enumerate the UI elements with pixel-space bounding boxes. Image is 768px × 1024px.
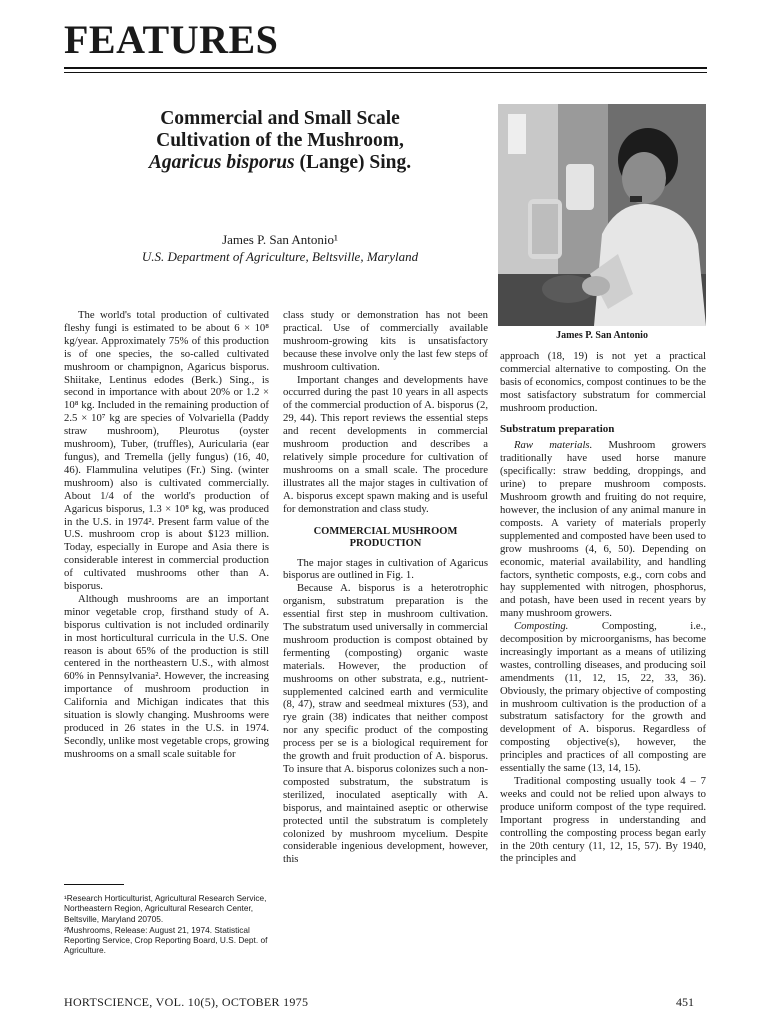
article-title	[100, 108, 460, 174]
journal-citation: HORTSCIENCE, VOL. 10(5), OCTOBER 1975	[64, 995, 309, 1009]
column-3	[500, 350, 706, 865]
footnote-2: ²Mushrooms, Release: August 21, 1974. Statistical Reporting Service, Crop Reporting Board, U.S. Dept. of Agriculture.	[64, 924, 268, 956]
footnotes	[64, 893, 269, 957]
paragraph-text: Mushroom growers traditionally have used horse manure (specifically: straw bedding, droppings, and urine) to prepare mushroom composts. Mushroom growth and fruiting do not require, however, the inclusion of any animal manure in composts. A variety of materials properly supplemented and composted have been used to grow mushrooms (4, 6, 50). Depending on economic, material availability, and handling factors, synthetic composts, e.g., corn cobs and hay supplemented with nitrogen, phosphorus, and potash, have been used in recent years by many mushroom growers.	[500, 439, 706, 620]
portrait-photo	[498, 104, 706, 326]
column-2	[283, 309, 488, 866]
paragraph	[500, 620, 706, 775]
footnote-1: ¹Research Horticulturist, Agricultural Research Service, Northeastern Region, Agricultural Research Center, Beltsville, Maryland 20705.	[64, 893, 267, 924]
subsection-heading: Substratum preparation	[500, 422, 615, 435]
title-species: Agaricus bisporus	[148, 152, 295, 173]
title-authority: (Lange) Sing.	[294, 152, 412, 173]
paragraph: class study or demonstration has not been practical. Use of commercially available mushroom-growing kits is unsatisfactory because these involve only the last few steps of mushroom cultivation.	[283, 309, 488, 373]
paragraph: Important changes and developments have occurred during the past 10 years in all aspects of the commercial production of A. bisporus (2, 29, 44). This report reviews the essential steps and recent developments in commercial mushroom production and describes a relatively simple procedure for cultivation of mushrooms on a small scale. The procedure illustrates all the major stages in cultivation of A. bisporus except spawn making and is useful for demonstration and class study.	[283, 373, 488, 515]
footnote-rule	[64, 884, 124, 885]
column-1	[64, 309, 269, 761]
author-name: James P. San Antonio¹	[222, 232, 338, 247]
portrait-illustration	[498, 104, 706, 326]
author-affiliation: U.S. Department of Agriculture, Beltsville, Maryland	[141, 249, 419, 264]
title-line-1: Commercial and Small Scale	[160, 108, 400, 129]
photo-caption: James P. San Antonio	[556, 330, 648, 341]
header-rule-thick	[64, 67, 707, 69]
paragraph: The major stages in cultivation of Agaricus bisporus are outlined in Fig. 1.	[283, 556, 488, 582]
title-line-2: Cultivation of the Mushroom,	[156, 130, 404, 151]
paragraph: Traditional composting usually took 4 – 7 weeks and could not be relied upon always to produce uniform compost of the type required. Important progress in understanding and controlling the composting process began early in the 20th century (11, 12, 15, 57). By 1940, the principles and	[500, 775, 706, 865]
run-in-heading: Raw materials.	[514, 439, 593, 452]
paragraph: The world's total production of cultivated fleshy fungi is estimated to be about 6 × 10⁸ kg/year. Approximately 75% of this production is of one species, the so-called cultivated mushroom or champignon, Agaricus bisporus. Shiitake, Lentinus edodes (Berk.) Sing., is second in importance with about 20% or 1.2 × 10⁸ kg. Included in the remaining production of 2.5 × 10⁷ kg are species of Volvariella (Paddy straw mushroom), Pleurotus (oyster mushroom), Tuber, (truffles), Auricularia (ear fungus), and Tremella (jelly fungus) (16, 40, 46). Flammulina velutipes (Fr.) Sing. (winter mushroom) also is cultivated commercially. About 1/4 of the world's production of Agaricus bisporus, 1.3 × 10⁸ kg, was produced in the U.S. in 1974². Present farm value of the U.S. mushroom crop is about $123 million. Today, especially in Europe and Asia there is considerable interest in commercial production of cultivated mushrooms other than A. bisporus.	[64, 309, 269, 593]
paragraph: Although mushrooms are an important minor vegetable crop, firsthand study of A. bisporus cultivation is not included ordinarily in most horticultural curricula in the U.S. One reason is about 65% of the production is still centered in the northeastern U.S., with almost 60% in Pennsylvania². However, the increasing importance of mushroom production in California and Michigan indicates that this situation is slowly changing. Mushrooms were produced in 26 states in the U.S. in 1974. Secondly, unlike most vegetable crops, growing mushrooms on a small scale suitable for	[64, 592, 269, 760]
header-rule-thin	[64, 72, 707, 73]
run-in-heading: Composting.	[514, 620, 569, 633]
paragraph	[500, 439, 706, 620]
paragraph: approach (18, 19) is not yet a practical commercial alternative to composting. On the basis of economics, compost continues to be the most satisfactory substratum for commercial mushroom production.	[500, 350, 706, 414]
page-number: 451	[676, 995, 694, 1009]
paragraph: Because A. bisporus is a heterotrophic organism, substratum preparation is the essential first step in mushroom cultivation. The substratum used universally in commercial mushroom production is compost obtained by fermenting (composting) organic waste materials. However, the production of mushrooms on other substrata, e.g., nutrient-supplemented calcined earth and vermiculite (8, 47), straw and seedmeal mixtures (53), and rye grain (38) indicates that neither compost nor any specific product of the composting process per se is a biological requirement for the growth and fruit production of A. bisporus. To insure that A. bisporus colonizes such a non-composted substratum, the substratum is sterilized, inoculated aseptically with A. bisporus, and maintained aseptic or otherwise protected until the substratum is completely colonized by mushroom mycelium. Despite considerable ingenious development, however, this	[283, 582, 488, 866]
section-heading: COMMERCIAL MUSHROOM PRODUCTION	[313, 525, 458, 549]
section-title: FEATURES	[64, 17, 279, 62]
paragraph-text: Composting, i.e., decomposition by microorganisms, has become increasingly important as a means of utilizing wastes, controlling diseases, and producing soil amendments (11, 12, 15, 22, 33, 36). Obviously, the primary objective of composting in mushroom cultivation is the production of a substratum satisfactory for the growth and development of A. bisporus. Regardless of composting objective(s), however, the principles and practices of all composting are essentially the same (13, 14, 15).	[500, 620, 706, 775]
